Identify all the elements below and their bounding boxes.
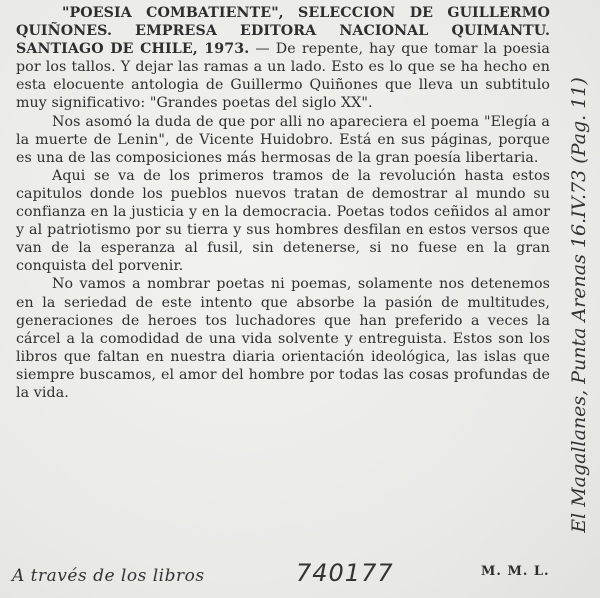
article-paragraph: Nos asomó la duda de que por alli no apareciera el poema "Elegía a la muerte de Lenin", de Vicente Huidobro. Está en sus páginas, porque es una de las composiciones más hermosas de la gran poesía libertaria. xyxy=(16,113,550,166)
author-signature: M. M. L. xyxy=(481,564,550,579)
margin-note-text: El Magallanes, Punta Arenas 16.IV.73 (Pag. 11) xyxy=(568,77,590,533)
handwritten-footer-note: A través de los libros xyxy=(12,566,205,586)
article-lead xyxy=(16,4,550,113)
article-heading: "POESIA COMBATIENTE", SELECCION DE GUILLERMO QUIÑONES. EMPRESA EDITORA NACIONAL QUIMANTU. SANTIAGO DE CHILE, 1973. xyxy=(16,5,550,58)
article-paragraph: No vamos a nombrar poetas ni poemas, solamente nos detenemos en la seriedad de este intento que absorbe la pasión de multitudes, generaciones de heroes tos luchadores que han preferido a veces la cárcel a la comodidad de una vida solvente y entreguista. Estos son los libros que faltan en nuestra diaria orientación ideológica, las islas que siempre buscamos, el amor del hombre por todas las cosas profundas de la vida. xyxy=(16,276,550,401)
article-paragraph: Aqui se va de los primeros tramos de la revolución hasta estos capitulos donde los pueblos nuevos tratan de demostrar al mundo su confianza en la justicia y en la democracia. Poetas todos ceñidos al amor y al patriotismo por su tierra y sus hombres desfilan en estos versos que van de la esperanza al fusil, sin detenerse, si no fuese en la gran conquista del porvenir. xyxy=(16,167,550,275)
handwritten-margin-note xyxy=(559,20,599,590)
article-body xyxy=(16,4,550,402)
article-intro: — De repente, hay que tomar la poesia por los tallos. Y dejar las ramas a un lado. Esto es lo que se ha hecho en esta elocuente antologia de Guillermo Quiñones que lleva un subtitulo muy significativo: "Grandes poetas del siglo XX". xyxy=(16,41,550,112)
handwritten-catalog-number: 740177 xyxy=(296,559,394,587)
